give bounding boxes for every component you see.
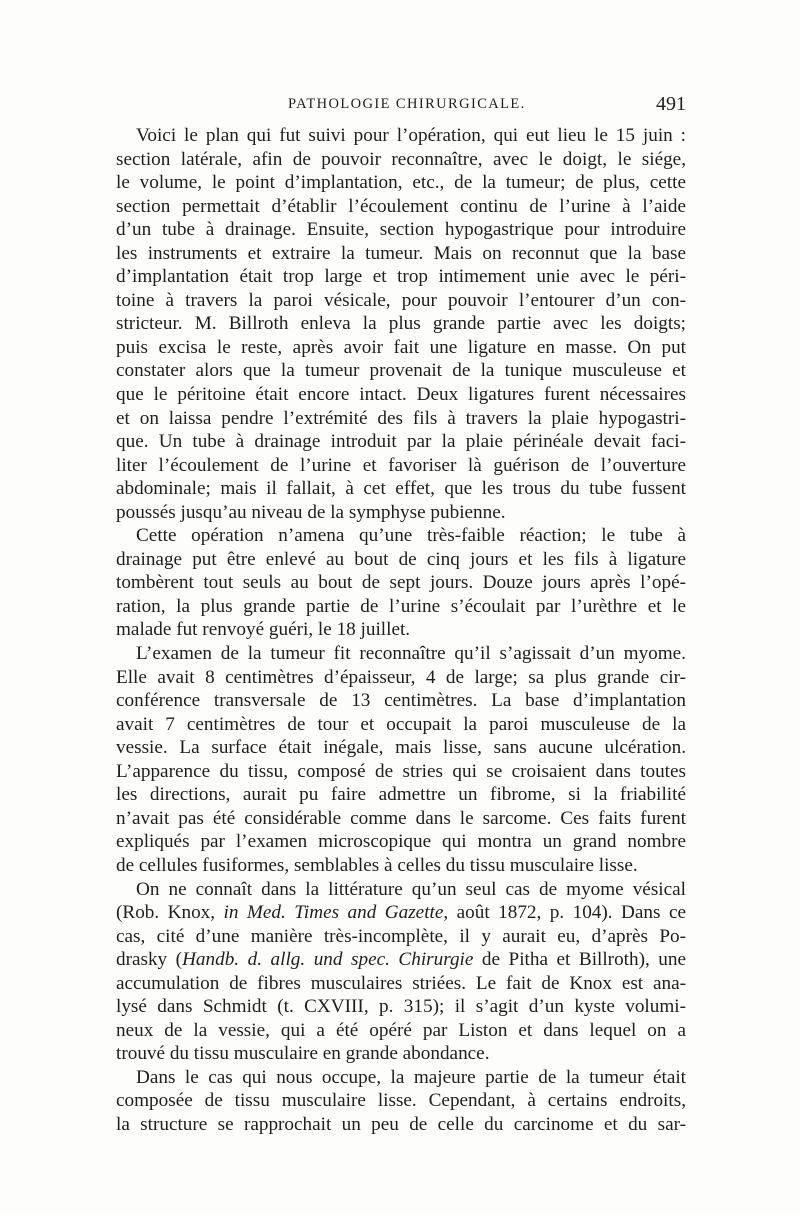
- text-line: stricteur. M. Billroth enleva la plus grande partie avec les doigts;: [116, 313, 686, 335]
- text-line: section latérale, afin de pouvoir reconnaître, avec le doigt, le siége,: [116, 148, 686, 170]
- text-line: vessie. La surface était inégale, mais lisse, sans aucune ulcération.: [116, 737, 686, 759]
- running-head: [116, 93, 686, 122]
- text-line: abdominale; mais il fallait, à cet effet, que les trous du tube fussent: [116, 478, 686, 500]
- line-segment: drasky (: [116, 949, 183, 971]
- text-line: d’implantation était trop large et trop intimement unie avec le péri-: [116, 266, 686, 288]
- text-line: malade fut renvoyé guéri, le 18 juillet.: [116, 619, 411, 641]
- text-line: tombèrent tout seuls au bout de sept jours. Douze jours après l’opé-: [116, 572, 686, 594]
- text-line: constater alors que la tumeur provenait de la tunique musculeuse et: [116, 360, 686, 382]
- text-line: On ne connaît dans la littérature qu’un seul cas de myome vésical: [136, 878, 686, 900]
- line-segment: , août 1872, p. 104). Dans ce: [443, 902, 686, 924]
- text-line: d’un tube à drainage. Ensuite, section hypogastrique pour introduire: [116, 219, 686, 241]
- journal-title: in Med. Times and Gazette: [223, 902, 444, 924]
- text-line: Elle avait 8 centimètres d’épaisseur, 4 de large; sa plus grande cir-: [116, 666, 686, 688]
- text-line: toine à travers la paroi vésicale, pour pouvoir l’entourer d’un con-: [116, 289, 686, 311]
- text-line: cas, cité d’une manière très-incomplète, il y aurait eu, d’après Po-: [116, 925, 686, 947]
- text-line: [116, 948, 686, 972]
- text-line: que le péritoine était encore intact. Deux ligatures furent nécessaires: [116, 384, 686, 406]
- text-line: les directions, aurait pu faire admettre un fibrome, si la friabilité: [116, 784, 686, 806]
- text-line: drainage put être enlevé au bout de cinq jours et les fils à ligature: [116, 548, 686, 570]
- text-line: et on laissa pendre l’extrémité des fils à travers la plaie hypogastri-: [116, 407, 686, 429]
- text-line: L’examen de la tumeur fit reconnaître qu’il s’agissait d’un myome.: [136, 643, 686, 665]
- text-line: lysé dans Schmidt (t. CXVIII, p. 315); il s’agit d’un kyste volumi-: [116, 996, 686, 1018]
- text-line: le volume, le point d’implantation, etc., de la tumeur; de plus, cette: [116, 172, 686, 194]
- text-line: [116, 901, 686, 925]
- text-line: Cette opération n’amena qu’une très-faible réaction; le tube à: [136, 525, 686, 547]
- text-line: L’apparence du tissu, composé de stries qui se croisaient dans toutes: [116, 760, 686, 782]
- line-segment: de Pitha et Billroth), une: [473, 949, 687, 971]
- text-line: puis excisa le reste, après avoir fait une ligature en masse. On put: [116, 336, 686, 358]
- text-line: expliqués par l’examen microscopique qui montra un grand nombre: [116, 831, 686, 853]
- text-line: Dans le cas qui nous occupe, la majeure partie de la tumeur était: [136, 1066, 686, 1088]
- body-text: [116, 124, 686, 1137]
- text-line: que. Un tube à drainage introduit par la plaie périnéale devait faci-: [116, 431, 686, 453]
- page-number: 491: [656, 93, 686, 115]
- text-line: liter l’écoulement de l’urine et favoriser là guérison de l’ouverture: [116, 454, 686, 476]
- text-line: section permettait d’établir l’écoulement continu de l’urine à l’aide: [116, 195, 686, 217]
- text-line: accumulation de fibres musculaires striées. Le fait de Knox est ana-: [116, 972, 686, 994]
- text-line: composée de tissu musculaire lisse. Cependant, à certains endroits,: [116, 1090, 686, 1112]
- text-line: n’avait pas été considérable comme dans le sarcome. Ces faits furent: [116, 807, 686, 829]
- running-title: PATHOLOGIE CHIRURGICALE.: [288, 96, 526, 112]
- text-line: les instruments et extraire la tumeur. Mais on reconnut que la base: [116, 242, 686, 264]
- text-line: neux de la vessie, qui a été opéré par Liston et dans lequel on a: [116, 1019, 686, 1041]
- text-line: la structure se rapprochait un peu de celle du carcinome et du sar-: [116, 1113, 686, 1135]
- line-segment: (Rob. Knox,: [116, 902, 224, 924]
- text-line: poussés jusqu’au niveau de la symphyse pubienne.: [116, 501, 506, 523]
- text-line: de cellules fusiformes, semblables à celles du tissu musculaire lisse.: [116, 854, 638, 876]
- text-line: Voici le plan qui fut suivi pour l’opération, qui eut lieu le 15 juin :: [136, 125, 686, 146]
- text-line: ration, la plus grande partie de l’urine s’écoulait par l’urèthre et le: [116, 595, 686, 617]
- book-title: Handb. d. allg. und spec. Chirurgie: [182, 949, 474, 971]
- text-line: trouvé du tissu musculaire en grande abondance.: [116, 1043, 490, 1065]
- text-line: conférence transversale de 13 centimètres. La base d’implantation: [116, 690, 686, 712]
- text-line: avait 7 centimètres de tour et occupait la paroi musculeuse de la: [116, 713, 686, 735]
